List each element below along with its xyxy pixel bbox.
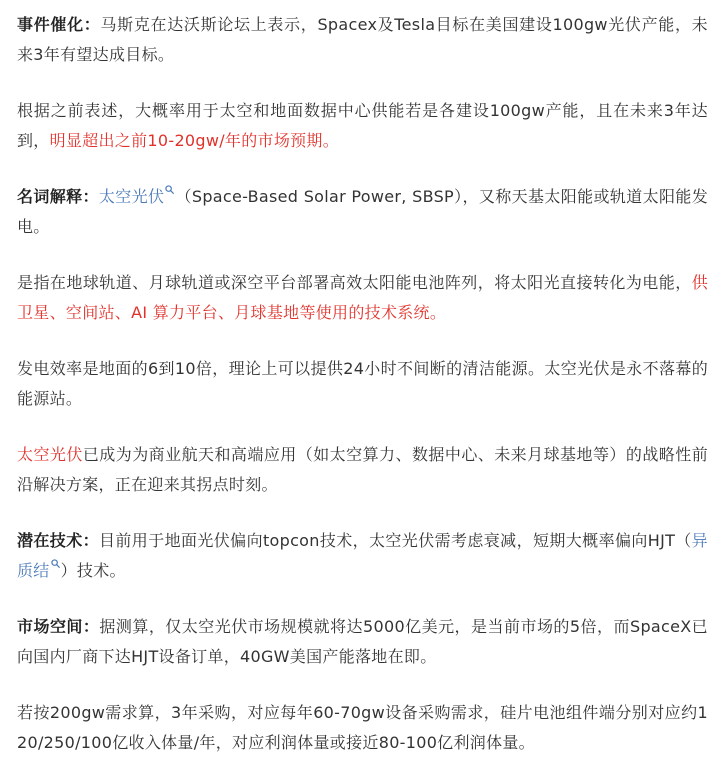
paragraph-text: 发电效率是地面的6到10倍，理论上可以提供24小时不间断的清洁能源。太空光伏是永不落幕的能源站。 bbox=[17, 359, 708, 408]
paragraph-text: ）技术。 bbox=[60, 561, 126, 580]
paragraph-demand-calc bbox=[17, 698, 708, 758]
highlight-text: 明显超出之前10-20gw/年的市场预期。 bbox=[49, 131, 340, 150]
paragraph-text: 目前用于地面光伏偏向topcon技术，太空光伏需考虑衰减，短期大概率偏向HJT（ bbox=[99, 531, 692, 550]
term-link-space-solar[interactable] bbox=[99, 187, 176, 206]
paragraph-capacity-estimate bbox=[17, 96, 708, 156]
highlight-text: 供卫星、空间站、AI 算力平台、月球基地等使用的技术系统。 bbox=[17, 273, 708, 322]
paragraph-definition bbox=[17, 182, 708, 242]
search-icon bbox=[165, 185, 174, 194]
highlight-text: 太空光伏 bbox=[17, 445, 83, 464]
paragraph-text: 若按200gw需求算，3年采购，对应每年60-70gw设备采购需求，硅片电池组件端分别对应约120/250/100亿收入体量/年，对应利润体量或接近80-100亿利润体量。 bbox=[17, 703, 708, 752]
paragraph-text: （Space-Based Solar Power, SBSP），又称天基太阳能或轨道太阳能发电。 bbox=[17, 187, 709, 236]
paragraph-event-catalyst bbox=[17, 10, 708, 70]
paragraph-text: 马斯克在达沃斯论坛上表示，Spacex及Tesla目标在美国建设100gw光伏产能，未来3年有望达成目标。 bbox=[17, 15, 708, 64]
term-link-label: 异质结 bbox=[17, 531, 708, 580]
paragraph-efficiency bbox=[17, 354, 708, 414]
paragraph-strategic bbox=[17, 440, 708, 500]
section-label-technology: 潜在技术： bbox=[17, 531, 99, 550]
paragraph-text: 据测算，仅太空光伏市场规模就将达5000亿美元，是当前市场的5倍，而SpaceX已向国内厂商下达HJT设备订单，40GW美国产能落地在即。 bbox=[17, 617, 708, 666]
paragraph-text: 是指在地球轨道、月球轨道或深空平台部署高效太阳能电池阵列，将太阳光直接转化为电能， bbox=[17, 273, 692, 292]
paragraph-text: 已成为为商业航天和高端应用（如太空算力、数据中心、未来月球基地等）的战略性前沿解决方案，正在迎来其拐点时刻。 bbox=[17, 445, 708, 494]
paragraph-market-size bbox=[17, 612, 708, 672]
search-icon bbox=[51, 559, 60, 568]
paragraph-text: 根据之前表述，大概率用于太空和地面数据中心供能若是各建设100gw产能，且在未来3年达到， bbox=[17, 101, 708, 150]
term-link-label: 太空光伏 bbox=[98, 187, 165, 206]
section-label-definition: 名词解释： bbox=[17, 187, 99, 206]
paragraph-description bbox=[17, 268, 708, 328]
section-label-event-catalyst: 事件催化： bbox=[17, 15, 101, 34]
paragraph-technology bbox=[17, 526, 708, 586]
section-label-market-size: 市场空间： bbox=[17, 617, 100, 636]
